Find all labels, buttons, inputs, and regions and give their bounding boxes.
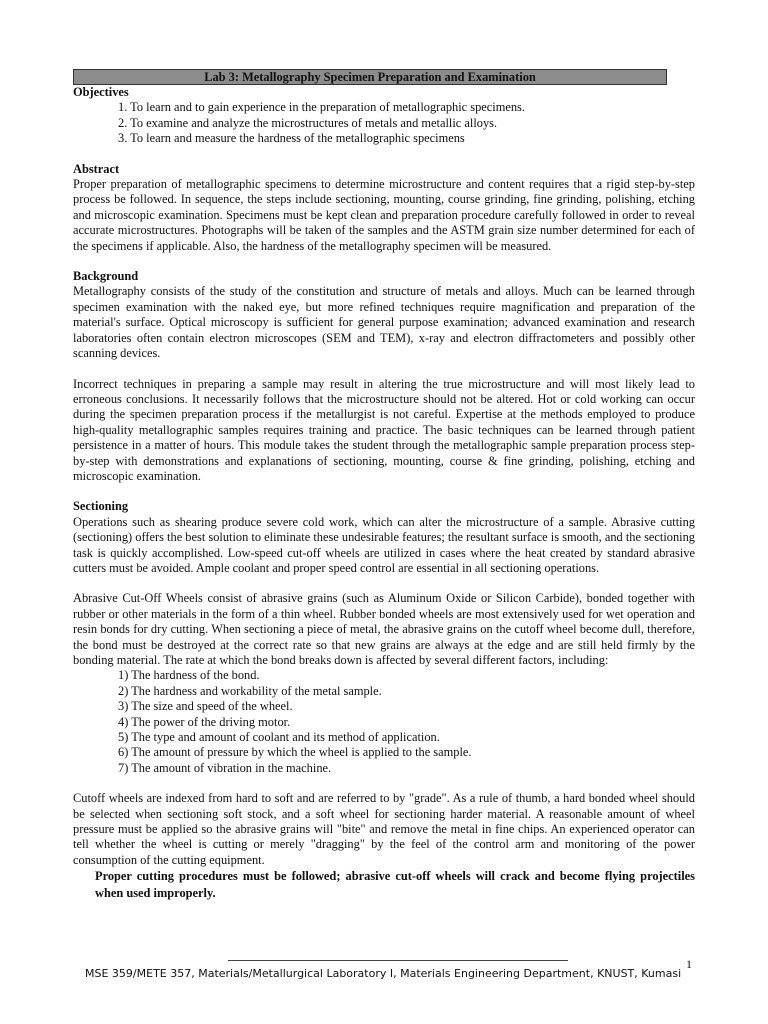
- page-number: 1: [686, 957, 692, 971]
- factor-item: 3) The size and speed of the wheel.: [118, 699, 293, 714]
- objective-item: 3. To learn and measure the hardness of the metallographic specimens: [118, 131, 465, 146]
- footer-divider: [228, 960, 568, 961]
- document-page: [73, 69, 695, 902]
- sectioning-paragraph-2: Abrasive Cut-Off Wheels consist of abrasive grains (such as Aluminum Oxide or Silicon Carbide), bonded together with rubber or other materials in the form of a thin wheel. Rubber bonded wheels are most extensively used for wet operation and resin bonds for dry cutting. When sectioning a piece of metal, the abrasive grains on the cutoff wheel become dull, therefore, the bond must be destroyed at the correct rate so that new grains are always at the edge and are still held firmly by the bonding material. The rate at which the bond breaks down is affected by several different factors, including:: [73, 591, 695, 667]
- objective-item: 1. To learn and to gain experience in the preparation of metallographic specimens.: [118, 100, 525, 115]
- abstract-text: Proper preparation of metallographic specimens to determine microstructure and content requires that a rigid step-by-step process be followed. In sequence, the steps include sectioning, mounting, course grinding, fine grinding, polishing, etching and microscopic examination. Specimens must be kept clean and preparation procedure carefully followed in order to reveal accurate microstructures. Photographs will be taken of the samples and the ASTM grain size number determined for each of the specimens if applicable. Also, the hardness of the metallography specimen will be measured.: [73, 177, 695, 253]
- factor-item: 6) The amount of pressure by which the wheel is applied to the sample.: [118, 745, 472, 760]
- factor-item: 7) The amount of vibration in the machine.: [118, 760, 332, 775]
- sectioning-paragraph-3: Cutoff wheels are indexed from hard to soft and are referred to by "grade". As a rule of thumb, a hard bonded wheel should be selected when sectioning soft stock, and a soft wheel for sectioning harder material. A reasonable amount of wheel pressure must be applied so the abrasive grains will "bite" and remove the metal in fine chips. An experienced operator can tell whether the wheel is cutting or merely "dragging" by the feel of the control arm and monitoring of the power consumption of the cutting equipment.: [73, 791, 695, 867]
- factor-item: 5) The type and amount of coolant and its method of application.: [118, 730, 440, 745]
- abstract-heading: Abstract: [73, 161, 120, 176]
- background-paragraph-1: Metallography consists of the study of the constitution and structure of metals and alloys. Much can be learned through specimen examination with the naked eye, but more refined techniques require magnification and preparation of the material's surface. Optical microscopy is sufficient for general purpose examination; advanced examination and research laboratories often contain electron microscopes (SEM and TEM), x-ray and electron diffractometers and possibly other scanning devices.: [73, 284, 695, 361]
- sectioning-paragraph-1: Operations such as shearing produce severe cold work, which can alter the microstructure of a sample. Abrasive cutting (sectioning) offers the best solution to eliminate these undesirable features; the resultant surface is smooth, and the sectioning task is quickly accomplished. Low-speed cut-off wheels are utilized in cases where the heat created by standard abrasive cutters must be avoided. Ample coolant and proper speed control are essential in all sectioning operations.: [73, 514, 695, 575]
- sectioning-heading: Sectioning: [73, 499, 129, 514]
- factor-item: 2) The hardness and workability of the metal sample.: [118, 683, 382, 698]
- factor-item: 4) The power of the driving motor.: [118, 714, 291, 729]
- factor-item: 1) The hardness of the bond.: [118, 668, 260, 683]
- objectives-heading: Objectives: [73, 85, 129, 99]
- background-paragraph-2: Incorrect techniques in preparing a sample may result in altering the true microstructure and will most likely lead to erroneous conclusions. It necessarily follows that the microstructure should not be altered. Hot or cold working can occur during the specimen preparation process if the metallurgist is not careful. Expertise at the methods employed to produce high-quality metallographic samples requires training and practice. The basic techniques can be learned through patient persistence in a matter of hours. This module takes the student through the metallographic sample preparation process step-by-step with demonstrations and explanations of sectioning, mounting, course & fine grinding, polishing, etching and microscopic examination.: [73, 376, 695, 483]
- safety-warning: Proper cutting procedures must be followed; abrasive cut-off wheels will crack and become flying projectiles when used improperly.: [95, 869, 695, 901]
- factors-list: [73, 668, 695, 776]
- background-heading: Background: [73, 269, 139, 284]
- lab-title: Lab 3: Metallography Specimen Preparation and Examination: [73, 69, 667, 85]
- footer-text: MSE 359/METE 357, Materials/Metallurgical Laboratory I, Materials Engineering Department, KNUST, Kumasi: [85, 967, 682, 980]
- objective-item: 2. To examine and analyze the microstructures of metals and metallic alloys.: [118, 115, 498, 130]
- objectives-list: [73, 100, 695, 146]
